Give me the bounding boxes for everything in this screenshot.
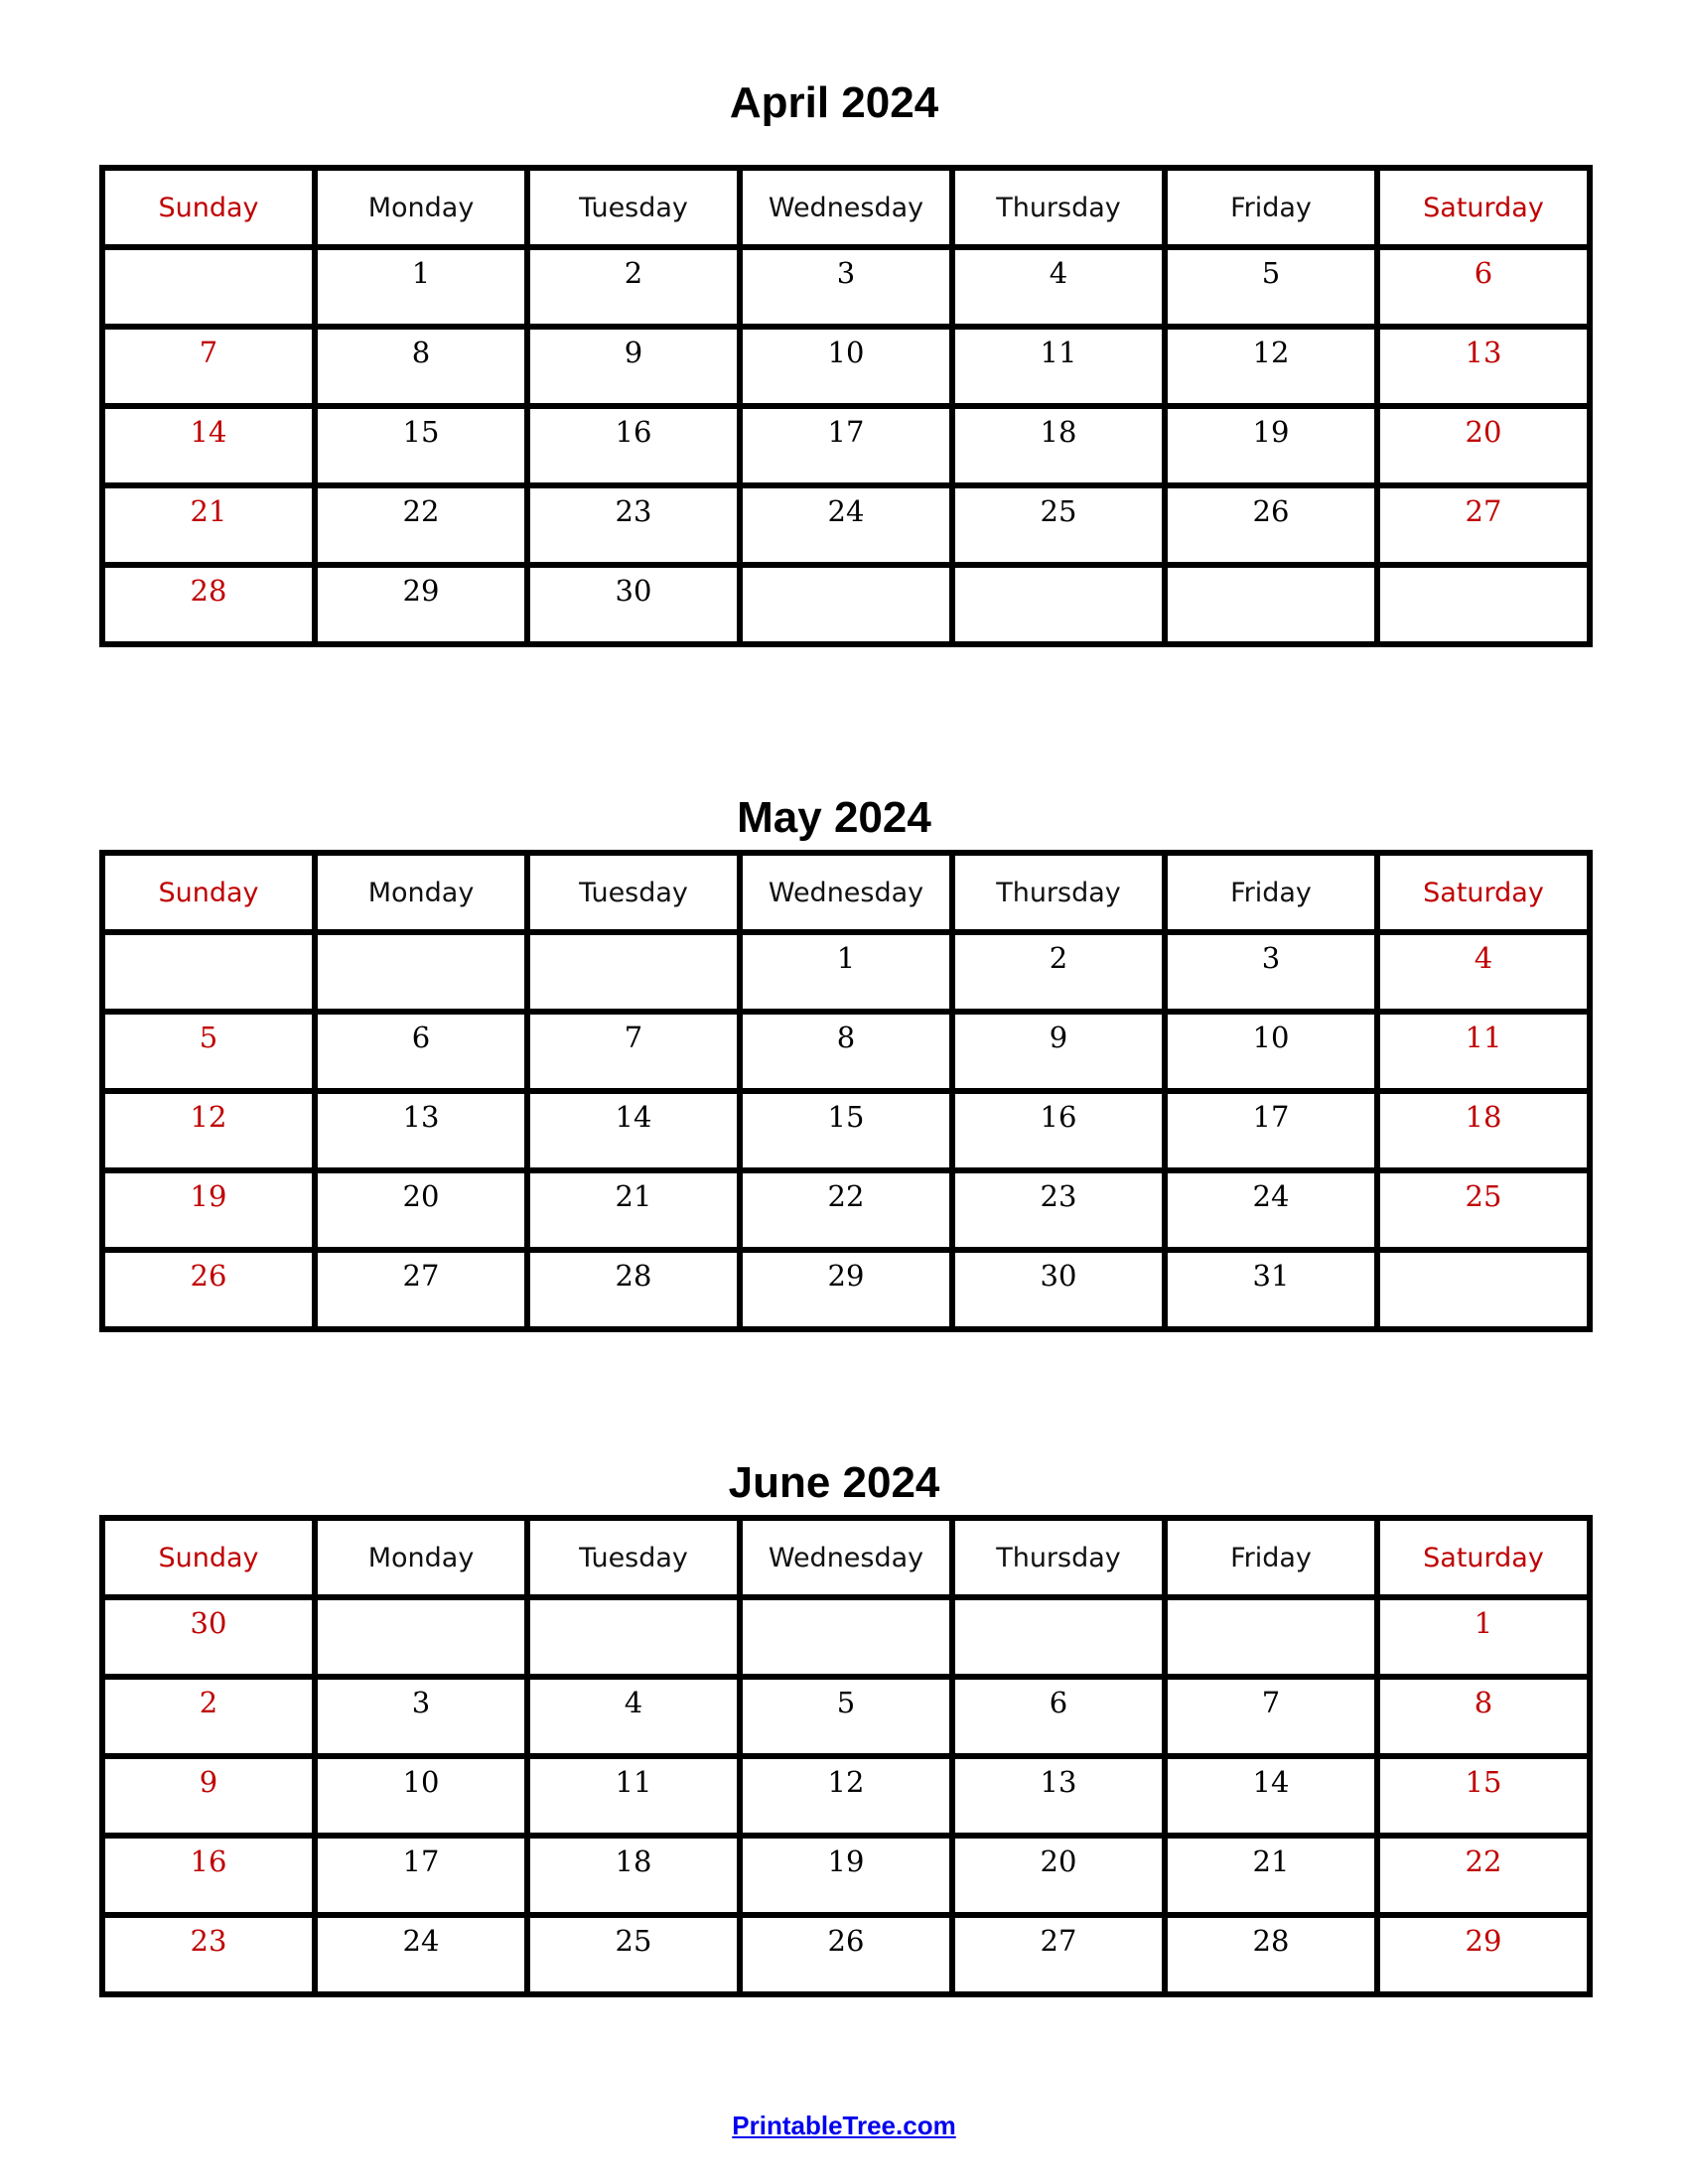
weekday-wednesday: Wednesday	[740, 168, 952, 247]
day-cell	[102, 247, 315, 327]
weekday-thursday: Thursday	[952, 853, 1165, 932]
calendar-june	[99, 1515, 1593, 1997]
day-cell: 15	[315, 406, 527, 485]
day-cell: 19	[1165, 406, 1377, 485]
week-row	[102, 1677, 1590, 1756]
day-cell: 22	[740, 1170, 952, 1250]
day-cell: 20	[1377, 406, 1590, 485]
day-cell: 3	[1165, 932, 1377, 1012]
week-row	[102, 247, 1590, 327]
day-cell	[102, 932, 315, 1012]
week-row	[102, 1836, 1590, 1915]
day-cell: 24	[740, 485, 952, 565]
weekday-saturday: Saturday	[1377, 168, 1590, 247]
day-cell: 19	[102, 1170, 315, 1250]
day-cell: 27	[952, 1915, 1165, 1994]
weekday-header-row	[102, 853, 1590, 932]
day-cell: 31	[1165, 1250, 1377, 1329]
day-cell: 12	[1165, 327, 1377, 406]
day-cell: 23	[102, 1915, 315, 1994]
day-cell: 4	[527, 1677, 740, 1756]
day-cell: 22	[1377, 1836, 1590, 1915]
day-cell: 12	[102, 1091, 315, 1170]
month-title-april: April 2024	[729, 78, 939, 127]
day-cell: 14	[1165, 1756, 1377, 1836]
day-cell: 20	[315, 1170, 527, 1250]
day-cell: 11	[952, 327, 1165, 406]
day-cell: 24	[1165, 1170, 1377, 1250]
day-cell: 6	[315, 1012, 527, 1091]
day-cell: 19	[740, 1836, 952, 1915]
day-cell: 20	[952, 1836, 1165, 1915]
day-cell: 26	[102, 1250, 315, 1329]
day-cell	[952, 565, 1165, 644]
week-row	[102, 406, 1590, 485]
day-cell: 2	[102, 1677, 315, 1756]
day-cell: 10	[315, 1756, 527, 1836]
day-cell: 7	[1165, 1677, 1377, 1756]
day-cell	[952, 1597, 1165, 1677]
day-cell: 30	[527, 565, 740, 644]
weekday-wednesday: Wednesday	[740, 1518, 952, 1597]
day-cell: 1	[740, 932, 952, 1012]
day-cell: 18	[527, 1836, 740, 1915]
weekday-wednesday: Wednesday	[740, 853, 952, 932]
day-cell: 17	[1165, 1091, 1377, 1170]
day-cell: 13	[952, 1756, 1165, 1836]
day-cell: 2	[527, 247, 740, 327]
day-cell: 11	[1377, 1012, 1590, 1091]
day-cell: 27	[315, 1250, 527, 1329]
weekday-header-row	[102, 168, 1590, 247]
day-cell: 26	[1165, 485, 1377, 565]
day-cell: 5	[1165, 247, 1377, 327]
weekday-header-row	[102, 1518, 1590, 1597]
day-cell: 23	[527, 485, 740, 565]
day-cell: 17	[740, 406, 952, 485]
day-cell: 10	[1165, 1012, 1377, 1091]
day-cell	[1165, 1597, 1377, 1677]
week-row	[102, 565, 1590, 644]
day-cell: 12	[740, 1756, 952, 1836]
day-cell: 25	[952, 485, 1165, 565]
weekday-sunday: Sunday	[102, 168, 315, 247]
week-row	[102, 932, 1590, 1012]
day-cell: 6	[952, 1677, 1165, 1756]
day-cell: 21	[1165, 1836, 1377, 1915]
day-cell: 18	[1377, 1091, 1590, 1170]
weekday-tuesday: Tuesday	[527, 1518, 740, 1597]
day-cell: 9	[952, 1012, 1165, 1091]
weekday-monday: Monday	[315, 168, 527, 247]
week-row	[102, 1091, 1590, 1170]
day-cell: 14	[102, 406, 315, 485]
day-cell: 24	[315, 1915, 527, 1994]
weekday-saturday: Saturday	[1377, 853, 1590, 932]
week-row	[102, 1597, 1590, 1677]
day-cell: 28	[527, 1250, 740, 1329]
day-cell: 23	[952, 1170, 1165, 1250]
day-cell: 8	[740, 1012, 952, 1091]
weekday-friday: Friday	[1165, 853, 1377, 932]
day-cell	[527, 932, 740, 1012]
day-cell: 29	[740, 1250, 952, 1329]
day-cell: 5	[740, 1677, 952, 1756]
weekday-monday: Monday	[315, 853, 527, 932]
week-row	[102, 1170, 1590, 1250]
week-row	[102, 485, 1590, 565]
weekday-sunday: Sunday	[102, 1518, 315, 1597]
day-cell: 1	[315, 247, 527, 327]
week-row	[102, 1915, 1590, 1994]
day-cell: 16	[952, 1091, 1165, 1170]
footer-link[interactable]: PrintableTree.com	[732, 2111, 956, 2140]
day-cell: 28	[102, 565, 315, 644]
day-cell: 21	[527, 1170, 740, 1250]
day-cell: 10	[740, 327, 952, 406]
weekday-thursday: Thursday	[952, 168, 1165, 247]
calendar-may	[99, 850, 1593, 1332]
day-cell	[1377, 565, 1590, 644]
day-cell: 9	[527, 327, 740, 406]
weekday-friday: Friday	[1165, 168, 1377, 247]
day-cell	[740, 1597, 952, 1677]
day-cell: 4	[1377, 932, 1590, 1012]
day-cell: 16	[102, 1836, 315, 1915]
day-cell: 15	[740, 1091, 952, 1170]
day-cell: 15	[1377, 1756, 1590, 1836]
day-cell	[1165, 565, 1377, 644]
day-cell: 25	[1377, 1170, 1590, 1250]
weekday-tuesday: Tuesday	[527, 853, 740, 932]
weekday-tuesday: Tuesday	[527, 168, 740, 247]
week-row	[102, 1250, 1590, 1329]
day-cell	[1377, 1250, 1590, 1329]
weekday-monday: Monday	[315, 1518, 527, 1597]
day-cell: 7	[102, 327, 315, 406]
day-cell: 3	[740, 247, 952, 327]
day-cell: 25	[527, 1915, 740, 1994]
day-cell: 13	[1377, 327, 1590, 406]
day-cell: 5	[102, 1012, 315, 1091]
day-cell: 8	[315, 327, 527, 406]
day-cell	[315, 932, 527, 1012]
day-cell: 18	[952, 406, 1165, 485]
day-cell: 11	[527, 1756, 740, 1836]
day-cell: 7	[527, 1012, 740, 1091]
day-cell: 17	[315, 1836, 527, 1915]
month-title-may: May 2024	[737, 793, 931, 842]
day-cell: 2	[952, 932, 1165, 1012]
week-row	[102, 1756, 1590, 1836]
day-cell	[315, 1597, 527, 1677]
day-cell: 28	[1165, 1915, 1377, 1994]
day-cell: 4	[952, 247, 1165, 327]
day-cell: 13	[315, 1091, 527, 1170]
weekday-friday: Friday	[1165, 1518, 1377, 1597]
day-cell: 26	[740, 1915, 952, 1994]
day-cell: 8	[1377, 1677, 1590, 1756]
day-cell: 14	[527, 1091, 740, 1170]
calendar-april	[99, 165, 1593, 647]
day-cell: 27	[1377, 485, 1590, 565]
day-cell: 21	[102, 485, 315, 565]
day-cell: 9	[102, 1756, 315, 1836]
day-cell: 6	[1377, 247, 1590, 327]
day-cell: 29	[315, 565, 527, 644]
day-cell: 16	[527, 406, 740, 485]
day-cell: 30	[952, 1250, 1165, 1329]
week-row	[102, 327, 1590, 406]
day-cell: 22	[315, 485, 527, 565]
week-row	[102, 1012, 1590, 1091]
day-cell: 1	[1377, 1597, 1590, 1677]
day-cell: 3	[315, 1677, 527, 1756]
month-title-june: June 2024	[728, 1458, 940, 1507]
weekday-thursday: Thursday	[952, 1518, 1165, 1597]
day-cell	[527, 1597, 740, 1677]
weekday-saturday: Saturday	[1377, 1518, 1590, 1597]
day-cell	[740, 565, 952, 644]
day-cell: 30	[102, 1597, 315, 1677]
weekday-sunday: Sunday	[102, 853, 315, 932]
day-cell: 29	[1377, 1915, 1590, 1994]
